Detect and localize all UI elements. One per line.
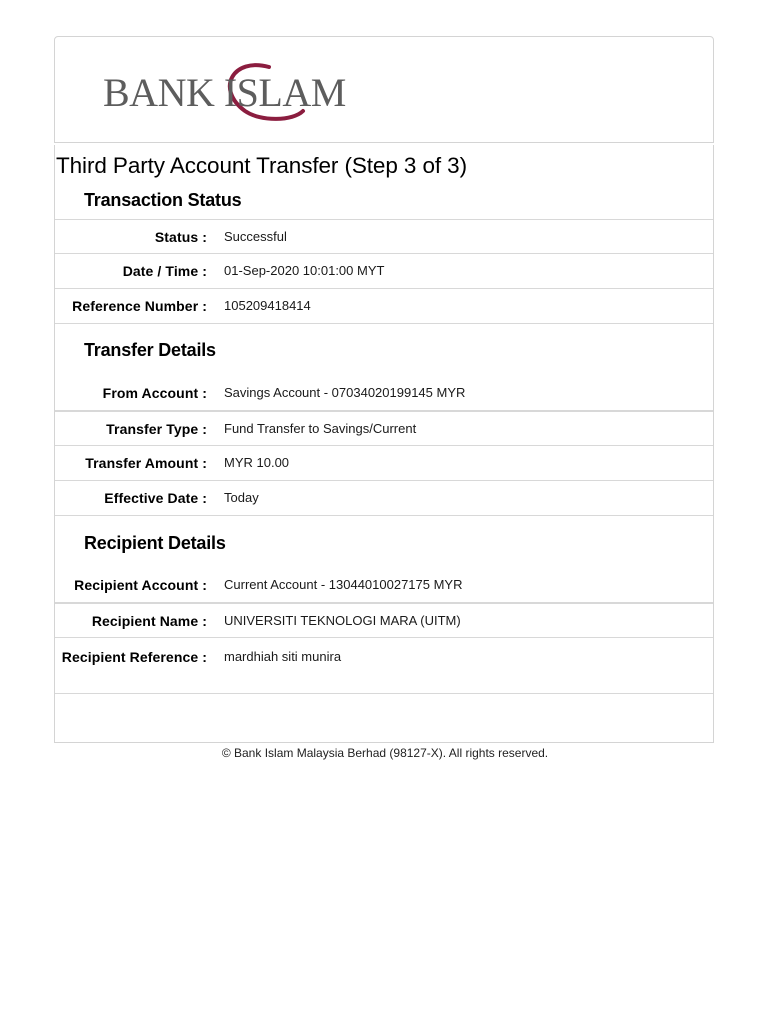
receipt-content	[54, 145, 714, 743]
empty-footer-row	[55, 694, 713, 742]
detail-row-effective-date	[55, 481, 713, 516]
reference-number-label: Reference Number :	[72, 298, 207, 314]
detail-row-recipient-account	[55, 568, 713, 603]
detail-row-reference-number	[55, 289, 713, 324]
copyright-footer: © Bank Islam Malaysia Berhad (98127-X). All rights reserved.	[221, 746, 549, 760]
receipt-sheet	[54, 36, 714, 760]
section-title-recipient-details: Recipient Details	[84, 533, 226, 553]
logo-wordmark: BANK ISLAM	[103, 70, 346, 115]
date-time-label: Date / Time :	[122, 263, 207, 279]
detail-row-recipient-name	[55, 603, 713, 638]
effective-date-label: Effective Date :	[104, 490, 207, 506]
detail-row-date-time	[55, 254, 713, 289]
detail-row-from-account	[55, 376, 713, 411]
page-title: Third Party Account Transfer (Step 3 of 3)	[56, 153, 467, 178]
detail-row-recipient-reference	[55, 638, 713, 694]
section-title-transaction-status: Transaction Status	[84, 190, 242, 210]
recipient-account-value: Current Account - 13044010027175 MYR	[224, 577, 463, 592]
recipient-reference-label: Recipient Reference :	[61, 649, 207, 665]
from-account-value: Savings Account - 07034020199145 MYR	[224, 385, 466, 400]
detail-row-transfer-amount	[55, 446, 713, 481]
reference-number-value: 105209418414	[224, 298, 311, 313]
from-account-label: From Account :	[102, 385, 207, 401]
recipient-name-value: UNIVERSITI TEKNOLOGI MARA (UITM)	[224, 612, 461, 628]
bank-islam-logo	[103, 59, 363, 123]
transfer-amount-label: Transfer Amount :	[85, 455, 207, 471]
date-time-value: 01-Sep-2020 10:01:00 MYT	[224, 263, 385, 278]
section-title-transfer-details: Transfer Details	[84, 340, 216, 360]
detail-row-status	[55, 219, 713, 254]
status-value: Successful	[224, 228, 287, 244]
effective-date-value: Today	[224, 490, 259, 505]
recipient-reference-value: mardhiah siti munira	[224, 649, 342, 664]
transfer-amount-value: MYR 10.00	[224, 455, 290, 470]
transfer-type-value: Fund Transfer to Savings/Current	[224, 420, 417, 436]
status-label: Status :	[154, 228, 207, 245]
header-logo-box	[54, 36, 714, 143]
recipient-account-label: Recipient Account :	[74, 577, 207, 593]
recipient-name-label: Recipient Name :	[91, 612, 207, 629]
transfer-type-label: Transfer Type :	[106, 420, 207, 437]
detail-row-transfer-type	[55, 411, 713, 446]
